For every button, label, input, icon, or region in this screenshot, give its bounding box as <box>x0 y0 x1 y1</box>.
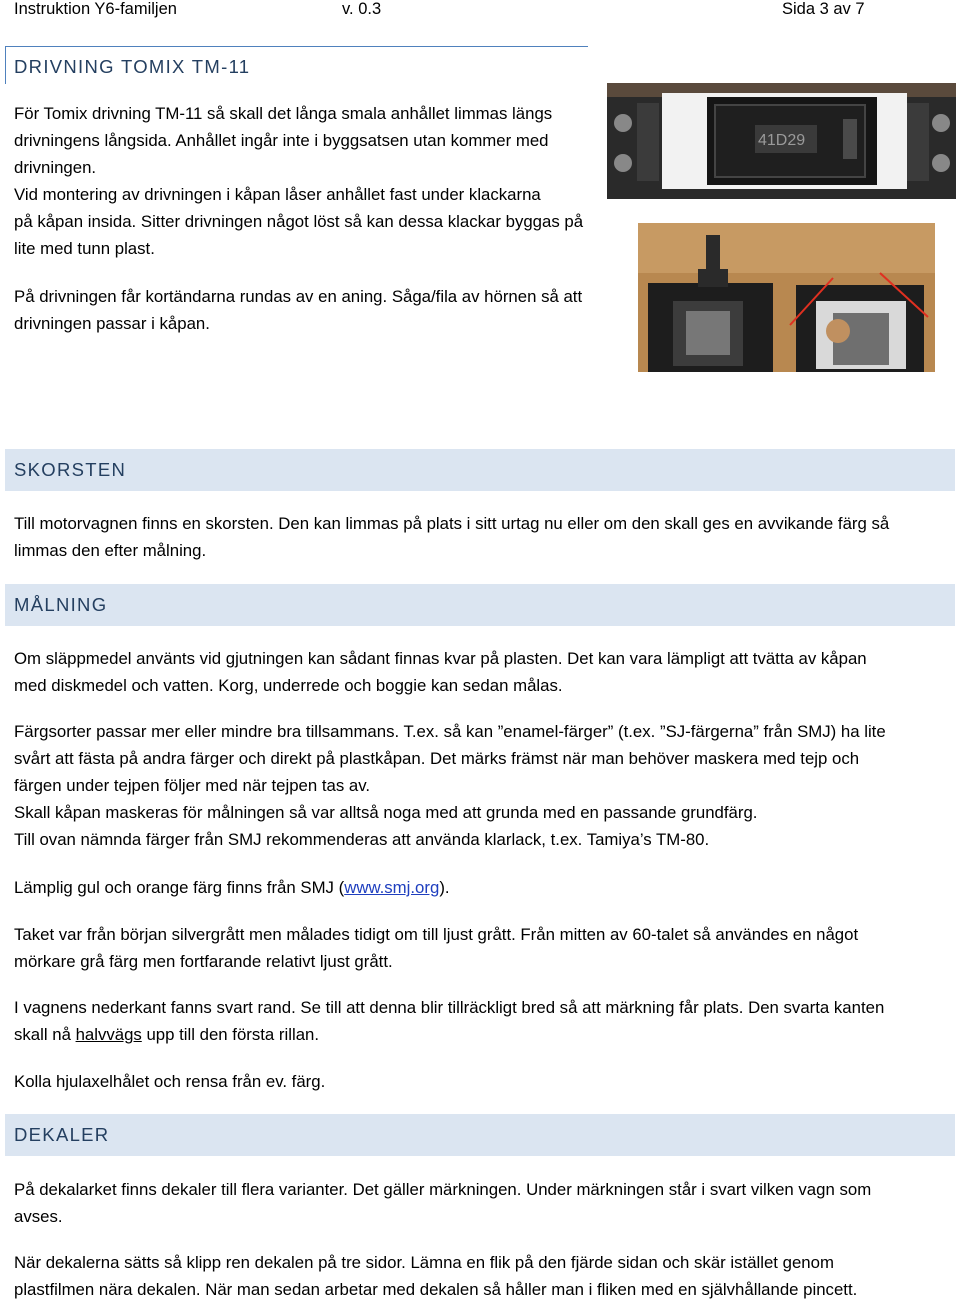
text-line: Skall kåpan maskeras för målningen så var alltså noga med att grunda med en passande grundfärg. <box>14 803 758 822</box>
text-line: Till motorvagnen finns en skorsten. Den kan limmas på plats i sitt urtag nu eller om den skall ges en avvikande färg så <box>14 514 890 533</box>
skorsten-paragraph <box>14 510 949 564</box>
document-title: Instruktion Y6-familjen <box>14 0 177 18</box>
text-line: avses. <box>14 1207 63 1226</box>
section-heading-malning <box>5 584 955 626</box>
malning-paragraph-3 <box>14 874 949 901</box>
dekaler-paragraph-1 <box>14 1176 949 1230</box>
text-span: upp till den första rillan. <box>141 1025 320 1044</box>
malning-paragraph-5 <box>14 994 949 1048</box>
text-line: svårt att fästa på andra färger och direkt på plastkåpan. Det märks främst när man behöver maskera med tejp och <box>14 749 860 768</box>
text-line: Till ovan nämnda färger från SMJ rekommenderas att använda klarlack, t.ex. Tamiya’s TM-80. <box>14 830 710 849</box>
text-line: På dekalarket finns dekaler till flera varianter. Det gäller märkningen. Under märkningen står i svart vilken vagn som <box>14 1180 872 1199</box>
section-heading-skorsten <box>5 449 955 491</box>
underlined-word: halvvägs <box>75 1025 142 1044</box>
text-span: skall nå <box>14 1025 76 1044</box>
text-line: Taket var från början silvergrått men målades tidigt om till ljust grått. Från mitten av 60-talet så användes en något <box>14 925 859 944</box>
text-line: drivningen passar i kåpan. <box>14 314 210 333</box>
text-line: Vid montering av drivningen i kåpan låser anhållet fast under klackarna <box>14 185 541 204</box>
malning-paragraph-1 <box>14 645 949 699</box>
text-line: drivningens långsida. Anhållet ingår inte i byggsatsen utan kommer med <box>14 131 549 150</box>
text-line: plastfilmen nära dekalen. När man sedan arbetar med dekalen så håller man i fliken med en självhållande pincett. <box>14 1280 858 1299</box>
drivning-paragraph-2 <box>14 283 624 337</box>
dekaler-paragraph-2 <box>14 1249 949 1303</box>
text-line: färgen under tejpen följer med när tejpen tas av. <box>14 776 371 795</box>
text-line: lite med tunn plast. <box>14 239 155 258</box>
section-heading-drivning-label: DRIVNING TOMIX TM-11 <box>14 56 251 77</box>
page-number: Sida 3 av 7 <box>782 0 865 18</box>
malning-paragraph-4 <box>14 921 949 975</box>
text-span: Lämplig gul och orange färg finns från SMJ ( <box>14 878 345 897</box>
text-line <box>14 874 949 901</box>
text-line: Färgsorter passar mer eller mindre bra tillsammans. T.ex. så kan ”enamel-färger” (t.ex. ”SJ-färgerna” från SMJ) ha lite <box>14 722 886 741</box>
text-span: ). <box>439 878 450 897</box>
drivning-paragraph-1 <box>14 100 614 262</box>
drive-unit-end-photo <box>638 223 935 372</box>
malning-paragraph-6 <box>14 1068 949 1095</box>
text-line: på kåpan insida. Sitter drivningen något löst så kan dessa klackar byggas på <box>14 212 584 231</box>
text-line: med diskmedel och vatten. Korg, underrede och boggie kan sedan målas. <box>14 676 563 695</box>
text-line: Om släppmedel använts vid gjutningen kan sådant finnas kvar på plasten. Det kan vara lämpligt att tvätta av kåpan <box>14 649 867 668</box>
text-line: I vagnens nederkant fanns svart rand. Se till att denna blir tillräckligt bred så att märkning får plats. Den svarta kanten <box>14 998 885 1017</box>
smj-website-link[interactable]: www.smj.org <box>344 878 440 897</box>
text-line: På drivningen får kortändarna rundas av en aning. Såga/fila av hörnen så att <box>14 287 583 306</box>
section-heading-malning-label: MÅLNING <box>14 594 108 615</box>
section-heading-drivning <box>5 46 588 84</box>
section-heading-dekaler <box>5 1114 955 1156</box>
text-line <box>14 1021 949 1048</box>
section-heading-dekaler-label: DEKALER <box>14 1124 110 1145</box>
document-version: v. 0.3 <box>342 0 382 18</box>
malning-paragraph-2 <box>14 718 949 853</box>
text-line: Kolla hjulaxelhålet och rensa från ev. färg. <box>14 1072 326 1091</box>
text-line: För Tomix drivning TM-11 så skall det långa smala anhållet limmas längs <box>14 104 553 123</box>
text-line: mörkare grå färg men fortfarande relativt ljust grått. <box>14 952 393 971</box>
text-line: drivningen. <box>14 158 97 177</box>
drive-unit-top-photo <box>607 83 956 199</box>
text-line: När dekalerna sätts så klipp ren dekalen på tre sidor. Lämna en flik på den fjärde sidan och skär istället genom <box>14 1253 834 1272</box>
section-heading-skorsten-label: SKORSTEN <box>14 459 127 480</box>
text-line: limmas den efter målning. <box>14 541 207 560</box>
drive-unit-stamp: 41D29 <box>758 132 806 149</box>
